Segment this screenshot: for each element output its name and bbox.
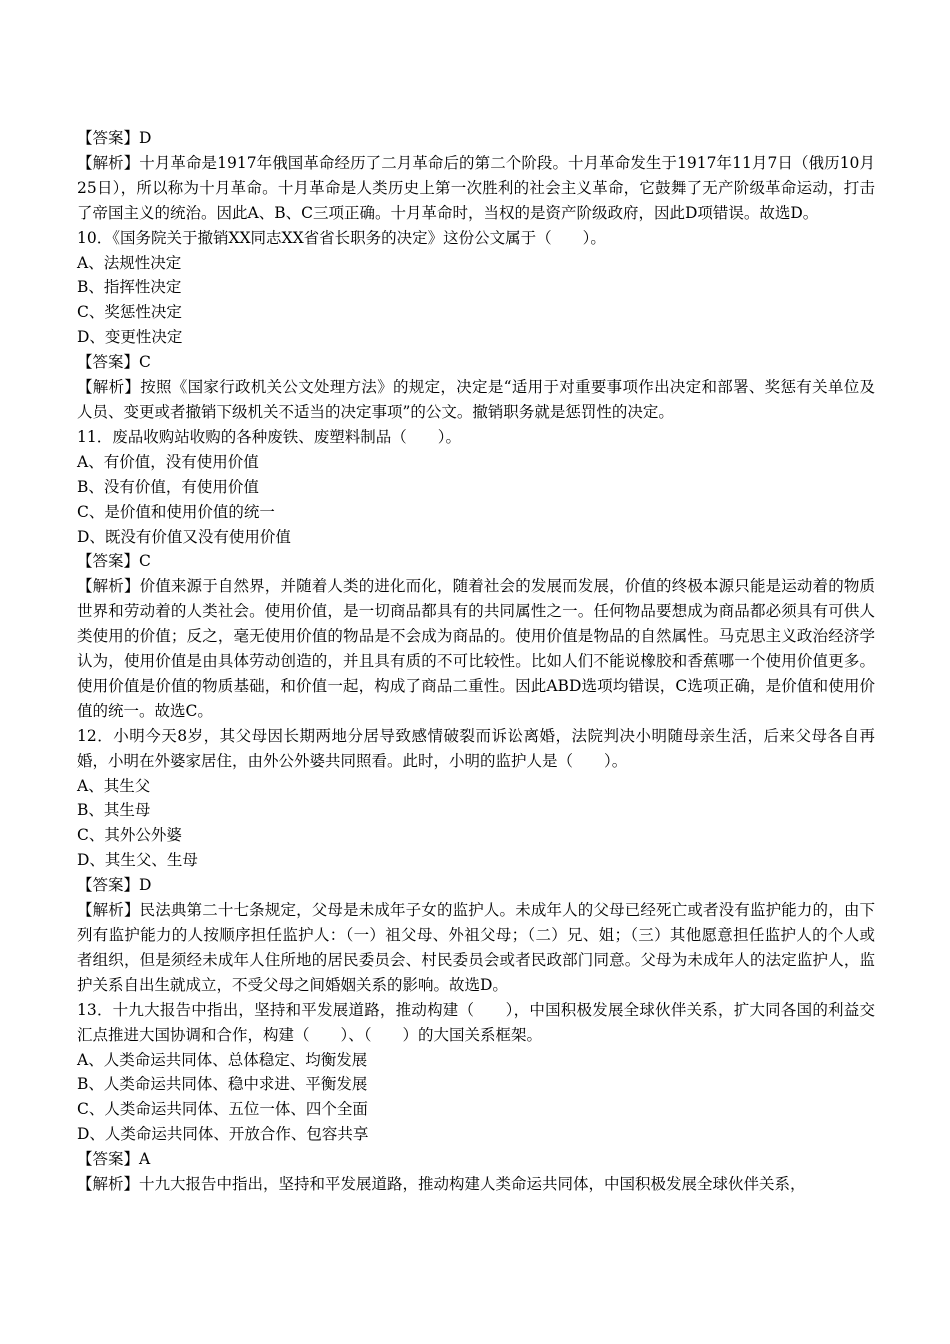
answer-label: 【答案】C bbox=[77, 353, 151, 372]
option-d: D、其生父、生母 bbox=[77, 851, 198, 870]
explanation-paragraph: 【解析】十月革命是1917年俄国革命经历了二月革命后的第二个阶段。十月革命发生于1917年11月7日（俄历10月25日），所以称为十月革命。十月革命是人类历史上第一次胜利的社会主义革命，它鼓舞了无产阶级革命运动，打击了帝国主义的统治。因此A、B、C三项正确。十月革命时，当权的是资产阶级政府，因此D项错误。故选D。 bbox=[77, 153, 875, 222]
option-c: C、是价值和使用价值的统一 bbox=[77, 502, 275, 521]
question-11: 11．废品收购站收购的各种废铁、废塑料制品（ ）。 bbox=[77, 427, 461, 446]
option-c: C、其外公外婆 bbox=[77, 826, 182, 845]
option-b: B、没有价值，有使用价值 bbox=[77, 477, 259, 496]
option-c: C、奖惩性决定 bbox=[77, 303, 182, 322]
document-page bbox=[77, 126, 875, 1197]
explanation-paragraph: 【解析】按照《国家行政机关公文处理方法》的规定，决定是“适用于对重要事项作出决定和部署、奖惩有关单位及人员、变更或者撤销下级机关不适当的决定事项”的公文。撤销职务就是惩罚性的决定。 bbox=[77, 378, 875, 421]
option-b: B、指挥性决定 bbox=[77, 278, 182, 297]
option-c: C、人类命运共同体、五位一体、四个全面 bbox=[77, 1100, 368, 1119]
explanation-paragraph: 【解析】十九大报告中指出，坚持和平发展道路，推动构建人类命运共同体，中国积极发展全球伙伴关系， bbox=[77, 1175, 806, 1194]
option-d: D、既没有价值又没有使用价值 bbox=[77, 527, 291, 546]
option-b: B、人类命运共同体、稳中求进、平衡发展 bbox=[77, 1075, 368, 1094]
answer-label: 【答案】D bbox=[77, 876, 152, 895]
question-12: 12．小明今天8岁，其父母因长期两地分居导致感情破裂而诉讼离婚，法院判决小明随母亲生活，后来父母各自再婚，小明在外婆家居住，由外公外婆共同照看。此时，小明的监护人是（ ）。 bbox=[77, 726, 875, 770]
option-d: D、变更性决定 bbox=[77, 328, 183, 347]
answer-label: 【答案】C bbox=[77, 552, 151, 571]
question-13: 13．十九大报告中指出，坚持和平发展道路，推动构建（ ），中国积极发展全球伙伴关系，扩大同各国的利益交汇点推进大国协调和合作，构建（ ）、（ ）的大国关系框架。 bbox=[77, 1000, 875, 1044]
option-d: D、人类命运共同体、开放合作、包容共享 bbox=[77, 1125, 369, 1144]
question-10: 10．《国务院关于撤销XX同志XX省省长职务的决定》这份公文属于（ ）。 bbox=[77, 228, 606, 247]
answer-label: 【答案】D bbox=[77, 129, 152, 147]
explanation-paragraph: 【解析】民法典第二十七条规定，父母是未成年子女的监护人。未成年人的父母已经死亡或者没有监护能力的，由下列有监护能力的人按顺序担任监护人：（一）祖父母、外祖父母；（二）兄、姐；（三）其他愿意担任监护人的个人或者组织，但是须经未成年人住所地的居民委员会、村民委员会或者民政部门同意。父母为未成年人的法定监护人，监护关系自出生就成立，不受父母之间婚姻关系的影响。故选D。 bbox=[77, 901, 875, 994]
option-a: A、人类命运共同体、总体稳定、均衡发展 bbox=[77, 1050, 368, 1069]
option-a: A、法规性决定 bbox=[77, 253, 182, 272]
answer-label: 【答案】A bbox=[77, 1150, 151, 1169]
option-a: A、其生父 bbox=[77, 776, 151, 795]
option-b: B、其生母 bbox=[77, 801, 151, 820]
explanation-paragraph: 【解析】价值来源于自然界，并随着人类的进化而化，随着社会的发展而发展，价值的终极本源只能是运动着的物质世界和劳动着的人类社会。使用价值，是一切商品都具有的共同属性之一。任何物品要想成为商品都必须具有可供人类使用的价值；反之，毫无使用价值的物品是不会成为商品的。使用价值是物品的自然属性。马克思主义政治经济学认为，使用价值是由具体劳动创造的，并且具有质的不可比较性。比如人们不能说橡胶和香蕉哪一个使用价值更多。使用价值是价值的物质基础，和价值一起，构成了商品二重性。因此ABD选项均错误，C选项正确，是价值和使用价值的统一。故选C。 bbox=[77, 577, 875, 720]
option-a: A、有价值，没有使用价值 bbox=[77, 452, 259, 471]
